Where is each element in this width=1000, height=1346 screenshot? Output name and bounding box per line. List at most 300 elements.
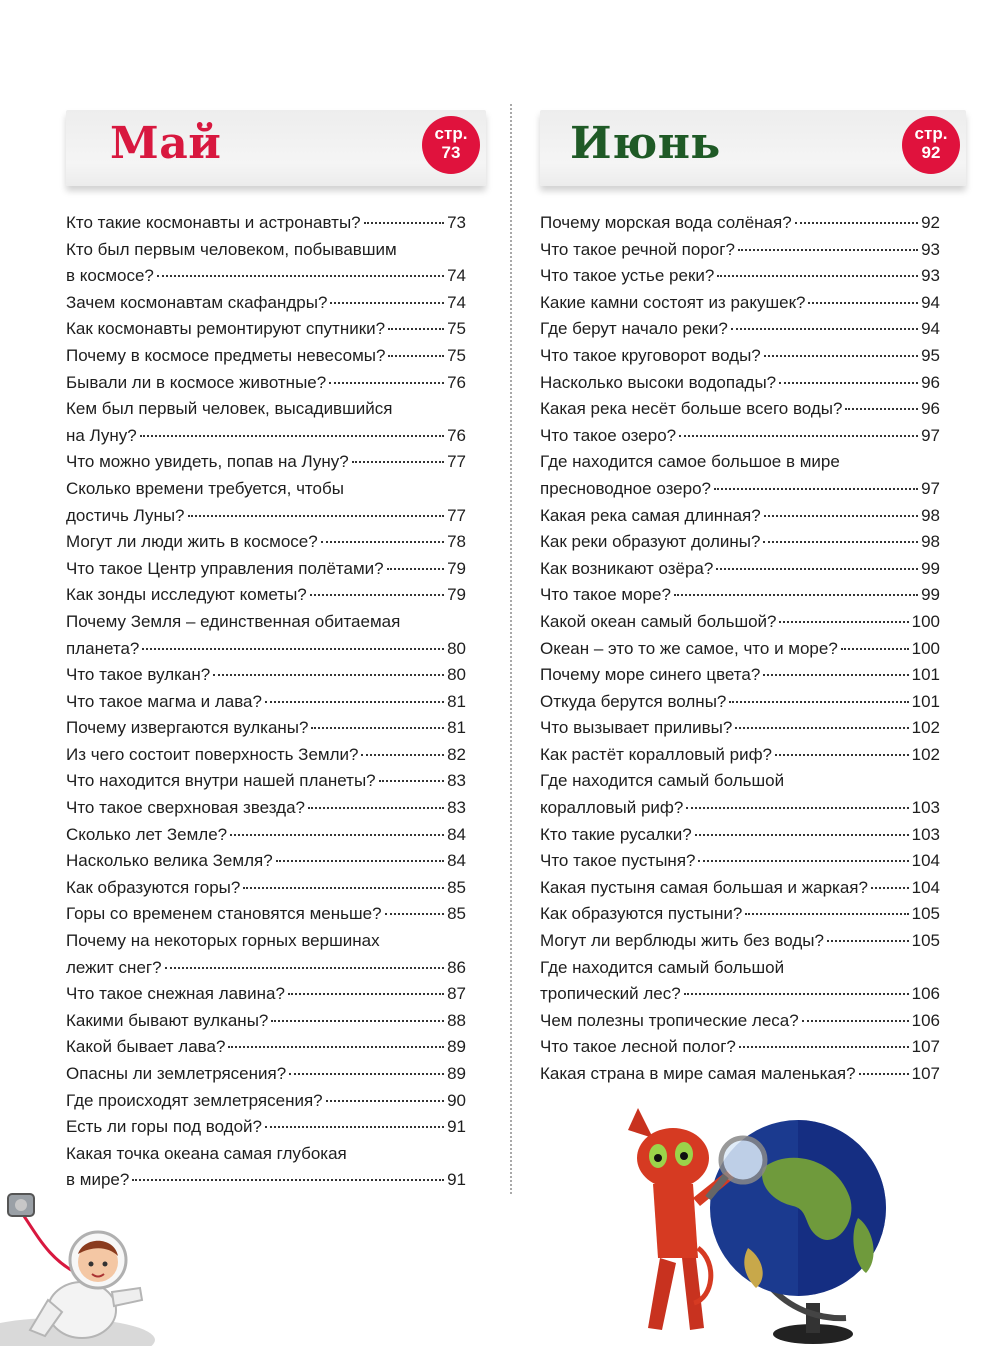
- toc-entry: [66, 396, 466, 449]
- toc-entry-text: Что такое море?: [540, 585, 671, 605]
- toc-entry: [66, 210, 466, 237]
- toc-entry-row: [66, 529, 466, 556]
- toc-entry-page: 83: [447, 771, 466, 791]
- dot-leader: [764, 515, 918, 517]
- toc-entry-text: Какие камни состоят из ракушек?: [540, 292, 806, 312]
- toc-entry-text: Как растёт коралловый риф?: [540, 744, 773, 764]
- toc-entry-page: 107: [911, 1037, 940, 1057]
- toc-entry-row: [66, 290, 466, 317]
- toc-entry-text: Как образуются пустыни?: [540, 904, 743, 924]
- toc-entry-text: Что такое пустыня?: [540, 851, 696, 871]
- toc-entry-text: Насколько велика Земля?: [66, 851, 273, 871]
- toc-entry-text: Где берут начало реки?: [540, 319, 728, 339]
- may-badge-page: 73: [441, 143, 461, 162]
- dot-leader: [188, 515, 445, 517]
- toc-entry: [66, 476, 466, 529]
- toc-entry-row: [66, 1114, 466, 1141]
- dot-leader: [288, 993, 444, 995]
- dot-leader: [289, 1073, 444, 1075]
- toc-entry-text: Какая река самая длинная?: [540, 505, 761, 525]
- toc-entry-text-line1: Кем был первый человек, высадившийся: [66, 399, 393, 419]
- toc-entry: [540, 822, 940, 849]
- toc-entry: [66, 1034, 466, 1061]
- toc-entry-page: 87: [447, 984, 466, 1004]
- dot-leader: [808, 302, 918, 304]
- dot-leader: [716, 568, 918, 570]
- toc-entry: [540, 636, 940, 663]
- toc-entry-page: 88: [447, 1010, 466, 1030]
- toc-entry: [540, 928, 940, 955]
- toc-entry-row: [66, 768, 466, 795]
- toc-entry-row: [540, 423, 940, 450]
- toc-entry-text: Насколько высоки водопады?: [540, 372, 777, 392]
- toc-entry-row: [540, 396, 940, 423]
- dot-leader: [326, 1100, 444, 1102]
- toc-entry: [540, 529, 940, 556]
- toc-entry-text: тропический лес?: [540, 984, 681, 1004]
- toc-entry-text: Как космонавты ремонтируют спутники?: [66, 319, 386, 339]
- toc-entry-text: достичь Луны?: [66, 505, 185, 525]
- dot-leader: [674, 594, 918, 596]
- dot-leader: [157, 275, 444, 277]
- toc-entry-text: на Луну?: [66, 425, 137, 445]
- toc-entry-row: [66, 423, 466, 450]
- toc-entry: [540, 556, 940, 583]
- toc-entry: [66, 848, 466, 875]
- toc-entry-text: Как образуются горы?: [66, 877, 241, 897]
- dot-leader: [841, 648, 909, 650]
- toc-entry-row: [66, 556, 466, 583]
- toc-entry-page: 78: [447, 532, 466, 552]
- toc-entry-text: Что такое лесной полог?: [540, 1037, 736, 1057]
- dot-leader: [802, 1020, 909, 1022]
- toc-entry-row: [540, 1034, 940, 1061]
- toc-entry: [66, 237, 466, 290]
- toc-entry: [540, 662, 940, 689]
- toc-entry-row: [540, 210, 940, 237]
- alien-globe-illustration: [598, 1098, 898, 1346]
- toc-entry: [540, 689, 940, 716]
- toc-entry-row: [540, 290, 940, 317]
- toc-entry-page: 105: [911, 931, 940, 951]
- dot-leader: [739, 1046, 909, 1048]
- toc-entry: [66, 795, 466, 822]
- toc-entry-text: Что такое Центр управления полётами?: [66, 558, 384, 578]
- dot-leader: [387, 568, 444, 570]
- toc-entry-text: Бывали ли в космосе животные?: [66, 372, 327, 392]
- toc-entry-text-line1: Почему Земля – единственная обитаемая: [66, 611, 401, 631]
- toc-entry-page: 85: [447, 904, 466, 924]
- dot-leader: [310, 594, 444, 596]
- toc-entry: [66, 715, 466, 742]
- toc-entry-text-line1: Кто был первым человеком, побывавшим: [66, 239, 397, 259]
- toc-entry: [66, 928, 466, 981]
- toc-entry: [540, 210, 940, 237]
- toc-entry-page: 81: [447, 691, 466, 711]
- dot-leader: [698, 860, 908, 862]
- toc-entry: [540, 1008, 940, 1035]
- toc-entry-page: 86: [447, 957, 466, 977]
- dot-leader: [265, 1126, 444, 1128]
- toc-entry: [66, 449, 466, 476]
- toc-entry-text: Почему извергаются вулканы?: [66, 718, 309, 738]
- dot-leader: [731, 328, 918, 330]
- toc-entry-text: в космосе?: [66, 266, 154, 286]
- toc-entry-page: 98: [921, 505, 940, 525]
- dot-leader: [361, 754, 444, 756]
- toc-entry-text: Что такое круговорот воды?: [540, 345, 761, 365]
- toc-entry-text: Какой океан самый большой?: [540, 611, 777, 631]
- toc-entry-page: 101: [911, 691, 940, 711]
- toc-entry-row: [66, 822, 466, 849]
- dot-leader: [213, 674, 444, 676]
- dot-leader: [388, 328, 444, 330]
- dot-leader: [779, 621, 908, 623]
- toc-entry-text-line1: Где находится самое большое в мире: [540, 452, 840, 472]
- toc-entry-text: Какой бывает лава?: [66, 1037, 226, 1057]
- toc-entry-row: [540, 848, 940, 875]
- dot-leader: [764, 355, 918, 357]
- toc-entry-row: [66, 503, 466, 530]
- toc-entry-row: [540, 981, 940, 1008]
- toc-entry-text: Что такое вулкан?: [66, 665, 211, 685]
- dot-leader: [684, 993, 909, 995]
- toc-entry-text: Что можно увидеть, попав на Луну?: [66, 452, 349, 472]
- toc-entry: [540, 237, 940, 264]
- may-contents-list: [66, 210, 466, 1194]
- toc-entry-text-line1: Где находится самый большой: [540, 771, 785, 791]
- toc-entry-row: [540, 689, 940, 716]
- toc-entry-row: [540, 529, 940, 556]
- toc-entry-row: [66, 955, 466, 982]
- toc-entry-text: Кто такие русалки?: [540, 824, 692, 844]
- toc-entry-page: 95: [921, 345, 940, 365]
- june-header: [540, 110, 966, 186]
- toc-entry-text: Что такое магма и лава?: [66, 691, 262, 711]
- toc-entry-page: 77: [447, 452, 466, 472]
- toc-entry: [540, 343, 940, 370]
- toc-entry: [66, 822, 466, 849]
- june-title: Июнь: [570, 118, 721, 169]
- dot-leader: [859, 1073, 909, 1075]
- toc-entry-text: Почему в космосе предметы невесомы?: [66, 345, 386, 365]
- toc-entry-text: пресноводное озеро?: [540, 478, 712, 498]
- dot-leader: [330, 302, 444, 304]
- toc-entry-row: [540, 901, 940, 928]
- dot-leader: [695, 834, 909, 836]
- toc-entry-row: [66, 875, 466, 902]
- toc-entry-row: [66, 689, 466, 716]
- dot-leader: [271, 1020, 444, 1022]
- toc-entry-text: Какими бывают вулканы?: [66, 1010, 269, 1030]
- toc-entry-row: [66, 210, 466, 237]
- toc-entry-row: [66, 636, 466, 663]
- toc-entry-row: [540, 343, 940, 370]
- toc-entry-row: [540, 1008, 940, 1035]
- toc-entry-page: 107: [911, 1064, 940, 1083]
- toc-entry: [540, 875, 940, 902]
- toc-entry: [66, 1008, 466, 1035]
- toc-entry-row: [66, 449, 466, 476]
- toc-entry-row: [540, 742, 940, 769]
- dot-leader: [311, 727, 444, 729]
- toc-entry-text: Кто такие космонавты и астронавты?: [66, 213, 361, 232]
- toc-entry: [66, 1114, 466, 1141]
- toc-entry: [540, 290, 940, 317]
- toc-entry-page: 103: [911, 798, 940, 818]
- dot-leader: [679, 435, 918, 437]
- toc-entry-text: Откуда берутся волны?: [540, 691, 727, 711]
- toc-entry-text-line1: Какая точка океана самая глубокая: [66, 1143, 347, 1163]
- toc-entry-text: Какая пустыня самая большая и жаркая?: [540, 877, 868, 897]
- toc-entry-row: [66, 715, 466, 742]
- toc-entry-page: 84: [447, 851, 466, 871]
- toc-entry: [540, 316, 940, 343]
- toc-entry-page: 77: [447, 505, 466, 525]
- toc-entry-text: Какая река несёт больше всего воды?: [540, 399, 843, 419]
- toc-entry-text: Горы со временем становятся меньше?: [66, 904, 382, 924]
- toc-entry: [66, 768, 466, 795]
- toc-entry-text-line1: Где находится самый большой: [540, 957, 785, 977]
- toc-entry-text: коралловый риф?: [540, 798, 684, 818]
- june-page-badge: [902, 116, 960, 174]
- dot-leader: [775, 754, 909, 756]
- toc-entry: [66, 290, 466, 317]
- astronaut-illustration: [0, 1180, 170, 1346]
- toc-entry: [540, 848, 940, 875]
- toc-entry-page: 93: [921, 239, 940, 259]
- dot-leader: [142, 648, 444, 650]
- dot-leader: [738, 249, 918, 251]
- toc-entry-page: 94: [921, 292, 940, 312]
- toc-entry-page: 74: [447, 292, 466, 312]
- toc-entry-row: [66, 1088, 466, 1115]
- toc-entry-page: 97: [921, 478, 940, 498]
- dot-leader: [779, 382, 918, 384]
- toc-entry-text: Что такое озеро?: [540, 425, 677, 445]
- toc-entry-text: Из чего состоит поверхность Земли?: [66, 744, 359, 764]
- toc-entry: [66, 742, 466, 769]
- toc-entry-page: 96: [921, 372, 940, 392]
- toc-entry-row: [66, 1034, 466, 1061]
- toc-entry: [66, 901, 466, 928]
- toc-entry: [540, 901, 940, 928]
- june-contents-list: [540, 210, 940, 1088]
- toc-entry-page: 104: [911, 851, 940, 871]
- toc-entry-page: 79: [447, 558, 466, 578]
- toc-entry-page: 73: [447, 213, 466, 232]
- toc-entry-row: [66, 263, 466, 290]
- toc-entry-page: 81: [447, 718, 466, 738]
- toc-entry-text: Зачем космонавтам скафандры?: [66, 292, 328, 312]
- toc-entry-text: Как зонды исследуют кометы?: [66, 585, 307, 605]
- toc-entry: [540, 742, 940, 769]
- toc-entry-page: 74: [447, 266, 466, 286]
- toc-entry-page: 105: [911, 904, 940, 924]
- toc-entry-row: [540, 875, 940, 902]
- dot-leader: [140, 435, 444, 437]
- toc-entry-text: Что вызывает приливы?: [540, 718, 733, 738]
- toc-entry-row: [540, 503, 940, 530]
- toc-entry-page: 92: [921, 213, 940, 232]
- toc-entry-text: Что такое устье реки?: [540, 266, 715, 286]
- dot-leader: [379, 780, 444, 782]
- toc-entry-page: 99: [921, 585, 940, 605]
- toc-entry: [540, 609, 940, 636]
- toc-entry: [66, 662, 466, 689]
- dot-leader: [745, 913, 908, 915]
- toc-entry: [540, 449, 940, 502]
- toc-entry-text: Что находится внутри нашей планеты?: [66, 771, 376, 791]
- toc-entry-text: Что такое сверхновая звезда?: [66, 798, 306, 818]
- toc-entry: [66, 609, 466, 662]
- toc-entry-row: [66, 1008, 466, 1035]
- toc-entry-row: [540, 662, 940, 689]
- toc-entry-row: [540, 263, 940, 290]
- toc-entry: [540, 370, 940, 397]
- toc-entry-page: 76: [447, 425, 466, 445]
- toc-entry-page: 99: [921, 558, 940, 578]
- toc-entry-row: [66, 1061, 466, 1088]
- toc-entry-page: 104: [911, 877, 940, 897]
- toc-entry: [540, 582, 940, 609]
- toc-entry-row: [540, 609, 940, 636]
- toc-entry-text: Что такое речной порог?: [540, 239, 735, 259]
- dot-leader: [871, 887, 909, 889]
- toc-entry-row: [540, 822, 940, 849]
- toc-entry-text: Что такое снежная лавина?: [66, 984, 285, 1004]
- toc-entry-page: 91: [447, 1170, 466, 1190]
- toc-entry: [540, 768, 940, 821]
- toc-entry-text: Какая страна в мире самая маленькая?: [540, 1064, 856, 1083]
- toc-entry-page: 106: [911, 1010, 940, 1030]
- dot-leader: [686, 807, 908, 809]
- toc-entry-text: Где происходят землетрясения?: [66, 1090, 323, 1110]
- toc-entry-text-line1: Почему на некоторых горных вершинах: [66, 931, 380, 951]
- toc-entry-text: Почему море синего цвета?: [540, 665, 761, 685]
- dot-leader: [795, 222, 918, 224]
- toc-entry-text: Могут ли люди жить в космосе?: [66, 532, 318, 552]
- toc-entry-page: 94: [921, 319, 940, 339]
- toc-entry: [66, 689, 466, 716]
- toc-entry-page: 101: [911, 665, 940, 685]
- toc-entry-row: [540, 476, 940, 503]
- toc-entry-row: [66, 370, 466, 397]
- dot-leader: [763, 541, 918, 543]
- toc-entry-text: Есть ли горы под водой?: [66, 1117, 263, 1137]
- dot-leader: [230, 834, 444, 836]
- toc-entry-page: 97: [921, 425, 940, 445]
- dot-leader: [388, 355, 444, 357]
- dot-leader: [352, 461, 444, 463]
- toc-entry-text: Сколько лет Земле?: [66, 824, 228, 844]
- toc-entry-page: 98: [921, 532, 940, 552]
- toc-entry-row: [540, 715, 940, 742]
- toc-entry: [66, 343, 466, 370]
- toc-entry-row: [540, 370, 940, 397]
- dot-leader: [308, 807, 444, 809]
- toc-entry-text-line1: Сколько времени требуется, чтобы: [66, 478, 344, 498]
- june-badge-page: 92: [921, 143, 941, 162]
- toc-entry-page: 79: [447, 585, 466, 605]
- column-divider: [510, 104, 512, 1194]
- toc-entry-row: [66, 343, 466, 370]
- toc-entry-page: 83: [447, 798, 466, 818]
- toc-entry-text: лежит снег?: [66, 957, 162, 977]
- toc-entry-page: 75: [447, 319, 466, 339]
- toc-entry: [66, 1088, 466, 1115]
- toc-entry-row: [66, 795, 466, 822]
- toc-entry-row: [66, 901, 466, 928]
- toc-entry-page: 100: [911, 638, 940, 658]
- toc-entry: [66, 875, 466, 902]
- dot-leader: [165, 967, 445, 969]
- toc-entry-row: [540, 316, 940, 343]
- dot-leader: [763, 674, 908, 676]
- toc-entry: [66, 981, 466, 1008]
- toc-entry-row: [540, 237, 940, 264]
- dot-leader: [243, 887, 444, 889]
- dot-leader: [364, 222, 444, 224]
- toc-entry-page: 80: [447, 665, 466, 685]
- toc-entry-row: [66, 742, 466, 769]
- toc-entry-row: [66, 848, 466, 875]
- toc-entry-row: [540, 928, 940, 955]
- toc-entry: [66, 529, 466, 556]
- dot-leader: [265, 701, 444, 703]
- toc-entry: [66, 370, 466, 397]
- may-badge-label: стр.: [434, 124, 468, 143]
- toc-entry-page: 84: [447, 824, 466, 844]
- toc-entry: [66, 1061, 466, 1088]
- toc-entry-page: 89: [447, 1037, 466, 1057]
- toc-entry-page: 82: [447, 744, 466, 764]
- toc-entry-page: 75: [447, 345, 466, 365]
- june-badge-label: стр.: [914, 124, 948, 143]
- toc-entry-page: 80: [447, 638, 466, 658]
- toc-entry-page: 90: [447, 1090, 466, 1110]
- toc-entry: [540, 396, 940, 423]
- toc-entry: [540, 955, 940, 1008]
- dot-leader: [729, 701, 908, 703]
- toc-entry-text: планета?: [66, 638, 140, 658]
- toc-entry-text: Чем полезны тропические леса?: [540, 1010, 799, 1030]
- toc-entry-row: [66, 316, 466, 343]
- toc-entry-row: [540, 1061, 940, 1088]
- toc-entry-row: [66, 582, 466, 609]
- dot-leader: [132, 1179, 444, 1181]
- toc-entry-row: [540, 556, 940, 583]
- toc-entry-row: [540, 582, 940, 609]
- dot-leader: [321, 541, 444, 543]
- dot-leader: [827, 940, 909, 942]
- dot-leader: [735, 727, 908, 729]
- toc-entry-text: Почему морская вода солёная?: [540, 213, 792, 232]
- dot-leader: [714, 488, 918, 490]
- toc-entry: [66, 556, 466, 583]
- toc-entry-row: [540, 636, 940, 663]
- dot-leader: [329, 382, 444, 384]
- toc-entry: [540, 1061, 940, 1088]
- may-header: [66, 110, 486, 186]
- dot-leader: [228, 1046, 444, 1048]
- toc-entry-page: 89: [447, 1064, 466, 1083]
- toc-entry: [66, 582, 466, 609]
- dot-leader: [276, 860, 444, 862]
- toc-entry-text: Могут ли верблюды жить без воды?: [540, 931, 824, 951]
- toc-entry: [540, 715, 940, 742]
- toc-entry-page: 93: [921, 266, 940, 286]
